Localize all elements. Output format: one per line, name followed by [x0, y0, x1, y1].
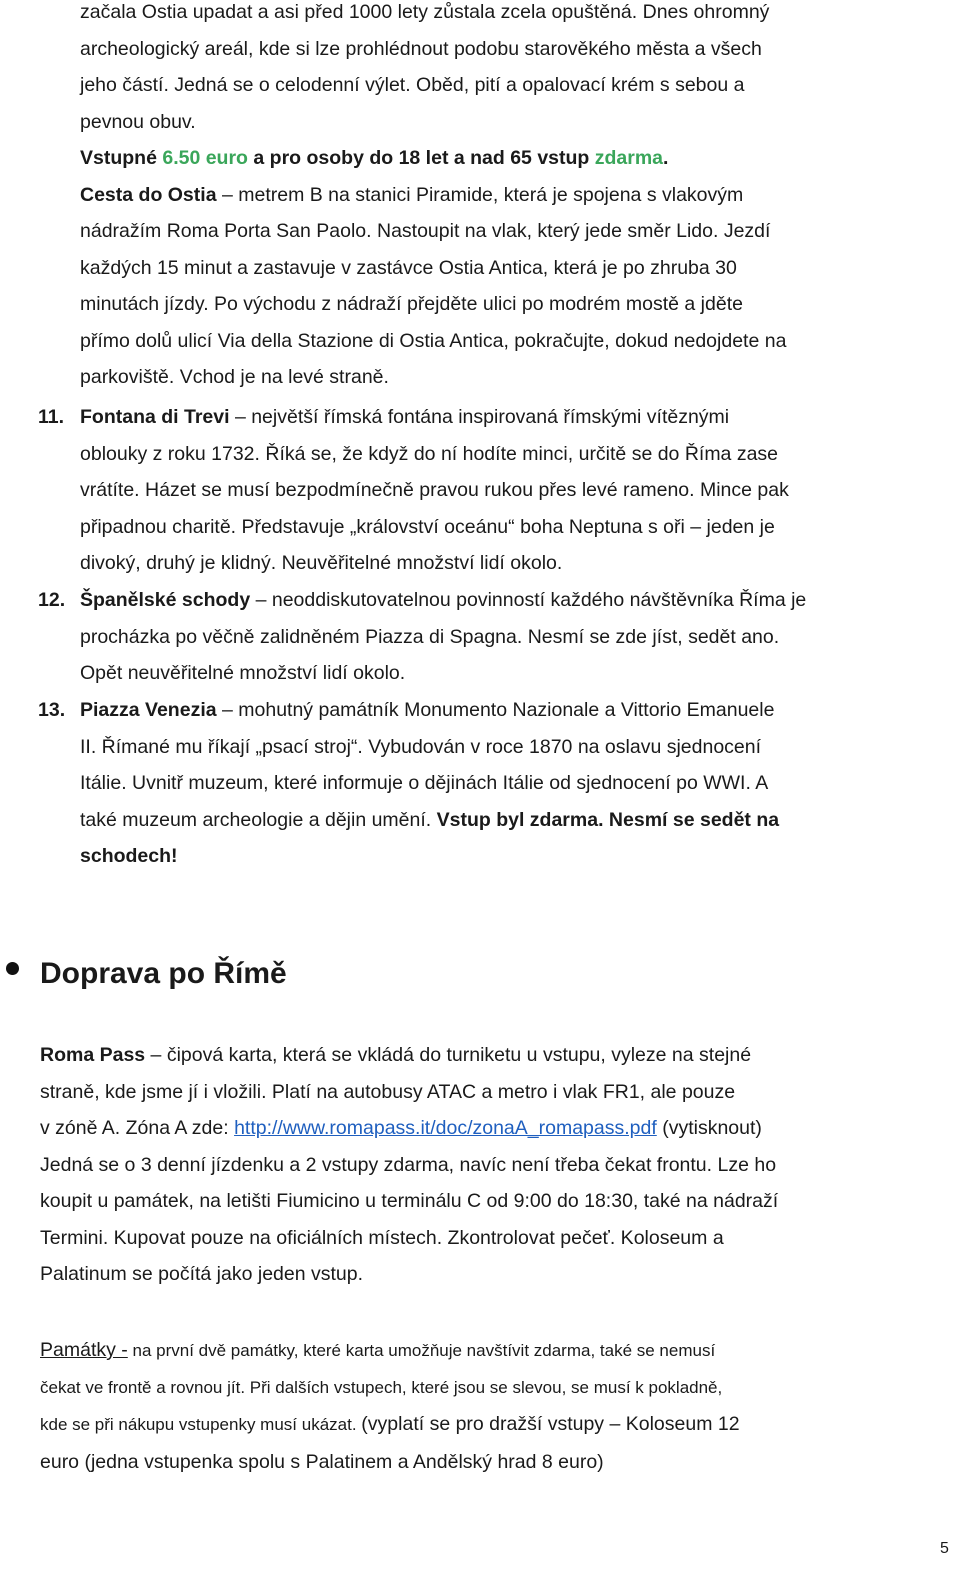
- bullet-icon: [6, 962, 19, 975]
- entry-fee-end: .: [663, 147, 669, 169]
- text-line: pevnou obuv.: [80, 110, 196, 133]
- text-line: Termini. Kupovat pouze na oficiálních místech. Zkontrolovat pečeť. Koloseum a: [40, 1226, 724, 1249]
- text-line: parkoviště. Vchod je na levé straně.: [80, 366, 389, 388]
- item-number: 12.: [38, 589, 66, 611]
- roma-pass-text: (vytisknout): [656, 1117, 762, 1139]
- pamatky-text: kde se při nákupu vstupenky musí ukázat.: [40, 1415, 362, 1434]
- item-title-line: [80, 692, 955, 729]
- zone-map-link[interactable]: http://www.romapass.it/doc/zonaA_romapass.pdf: [234, 1117, 657, 1139]
- item-text: také muzeum archeologie a dějin umění.: [80, 808, 437, 831]
- text-line: divoký, druhý je klidný. Neuvěřitelné množství lidí okolo.: [80, 552, 563, 574]
- item-title: Španělské schody: [80, 589, 251, 611]
- route-label: Cesta do Ostia: [80, 183, 217, 206]
- text-line: koupit u památek, na letišti Fiumicino u terminálu C od 9:00 do 18:30, také na nádraží: [40, 1190, 779, 1212]
- item-title: Fontana di Trevi: [80, 406, 230, 428]
- roma-pass-title-line: [40, 1037, 955, 1074]
- item-note-bold: Vstup byl zdarma. Nesmí se sedět na: [436, 808, 780, 831]
- text-line: čekat ve frontě a rovnou jít. Při dalších vstupech, které jsou se slevou, se musí k pokladně,: [40, 1377, 723, 1397]
- pamatky-text: na první dvě památky, které karta umožňuje navštívit zdarma, také se nemusí: [127, 1341, 716, 1360]
- text-line: straně, kde jsme jí i vložili. Platí na autobusy ATAC a metro i vlak FR1, ale pouze: [40, 1080, 736, 1103]
- page-number: 5: [940, 1540, 949, 1557]
- pamatky-label: Památky -: [40, 1339, 128, 1361]
- item-number: 11.: [38, 406, 65, 428]
- entry-fee-price: 6.50 euro: [162, 147, 248, 169]
- entry-fee-label: Vstupné: [80, 147, 163, 169]
- text-line: Palatinum se počítá jako jeden vstup.: [40, 1263, 364, 1285]
- text-line: [40, 1406, 955, 1444]
- route-line: [80, 177, 948, 214]
- text-line: minutách jízdy. Po východu z nádraží přejděte ulici po modrém mostě a jděte: [80, 293, 743, 315]
- entry-free-highlight: zdarma: [594, 147, 664, 169]
- list-item-spanelske-schody: [38, 582, 955, 692]
- text-line: začala Ostia upadat a asi před 1000 lety zůstala zcela opuštěná. Dnes ohromný: [80, 1, 770, 23]
- text-line: Opět neuvěřitelné množství lidí okolo.: [80, 662, 406, 684]
- section-heading: Doprava po Římě: [40, 957, 287, 990]
- item-title-line: [80, 399, 955, 436]
- item-note-bold: schodech!: [80, 845, 178, 867]
- text-line: procházka po věčně zalidněném Piazza di Spagna. Nesmí se zde jíst, sedět ano.: [80, 625, 780, 648]
- text-line: vrátíte. Házet se musí bezpodmínečně pravou rukou přes levé rameno. Mince pak: [80, 479, 789, 501]
- pamatky-text: (vyplatí se pro dražší vstupy – Koloseum 12: [361, 1413, 740, 1435]
- text-line: euro (jedna vstupenka spolu s Palatinem a Andělský hrad 8 euro): [40, 1450, 604, 1473]
- pamatky-paragraph: [40, 1332, 955, 1480]
- roma-pass-text: – čipová karta, která se vkládá do turniketu u vstupu, vyleze na stejné: [145, 1044, 752, 1066]
- text-line: nádražím Roma Porta San Paolo. Nastoupit na vlak, který jede směr Lido. Jezdí: [80, 220, 771, 242]
- text-line: oblouky z roku 1732. Říká se, že když do ní hodíte minci, určitě se do Říma zase: [80, 442, 779, 465]
- roma-pass-text: v zóně A. Zóna A zde:: [40, 1117, 235, 1139]
- text-line: Jedná se o 3 denní jízdenku a 2 vstupy zdarma, navíc není třeba čekat frontu. Lze ho: [40, 1153, 777, 1176]
- text-line: Itálie. Uvnitř muzeum, které informuje o dějinách Itálie od sjednocení po WWI. A: [80, 772, 769, 794]
- text-line: přímo dolů ulicí Via della Stazione di Ostia Antica, pokračujte, dokud nedojdete na: [80, 329, 787, 352]
- text-line: [80, 802, 955, 839]
- text-line: jeho částí. Jedná se o celodenní výlet. Oběd, pití a opalovací krém s sebou a: [80, 74, 745, 96]
- item-text: – mohutný památník Monumento Nazionale a Vittorio Emanuele: [216, 699, 775, 721]
- roma-pass-label: Roma Pass: [40, 1044, 146, 1066]
- item-title-line: [80, 582, 955, 619]
- list-item-fontana-di-trevi: [38, 399, 955, 582]
- roma-pass-paragraph: [40, 1037, 955, 1293]
- pamatky-title-line: [40, 1332, 955, 1370]
- text-line: připadnou charitě. Představuje „království oceánu“ boha Neptuna s oři – jeden je: [80, 515, 775, 538]
- item-title: Piazza Venezia: [80, 699, 217, 721]
- entry-fee-line: [80, 140, 948, 177]
- text-line: každých 15 minut a zastavuje v zastávce Ostia Antica, která je po zhruba 30: [80, 256, 737, 279]
- item-number: 13.: [38, 699, 66, 721]
- item-text: – neoddiskutovatelnou povinností každého návštěvníka Říma je: [250, 589, 807, 611]
- text-line: II. Římané mu říkají „psací stroj“. Vybudován v roce 1870 na oslavu sjednocení: [80, 735, 762, 758]
- item-text: – největší římská fontána inspirovaná římskými vítěznými: [229, 406, 730, 428]
- text-line: [40, 1110, 955, 1147]
- list-item-piazza-venezia: [38, 692, 955, 875]
- text-line: archeologický areál, kde si lze prohlédnout podobu starověkého města a všech: [80, 37, 762, 60]
- entry-fee-text: a pro osoby do 18 let a nad 65 vstup: [247, 147, 595, 169]
- route-text: – metrem B na stanici Piramide, která je spojena s vlakovým: [216, 183, 744, 206]
- intro-paragraph: [80, 0, 948, 396]
